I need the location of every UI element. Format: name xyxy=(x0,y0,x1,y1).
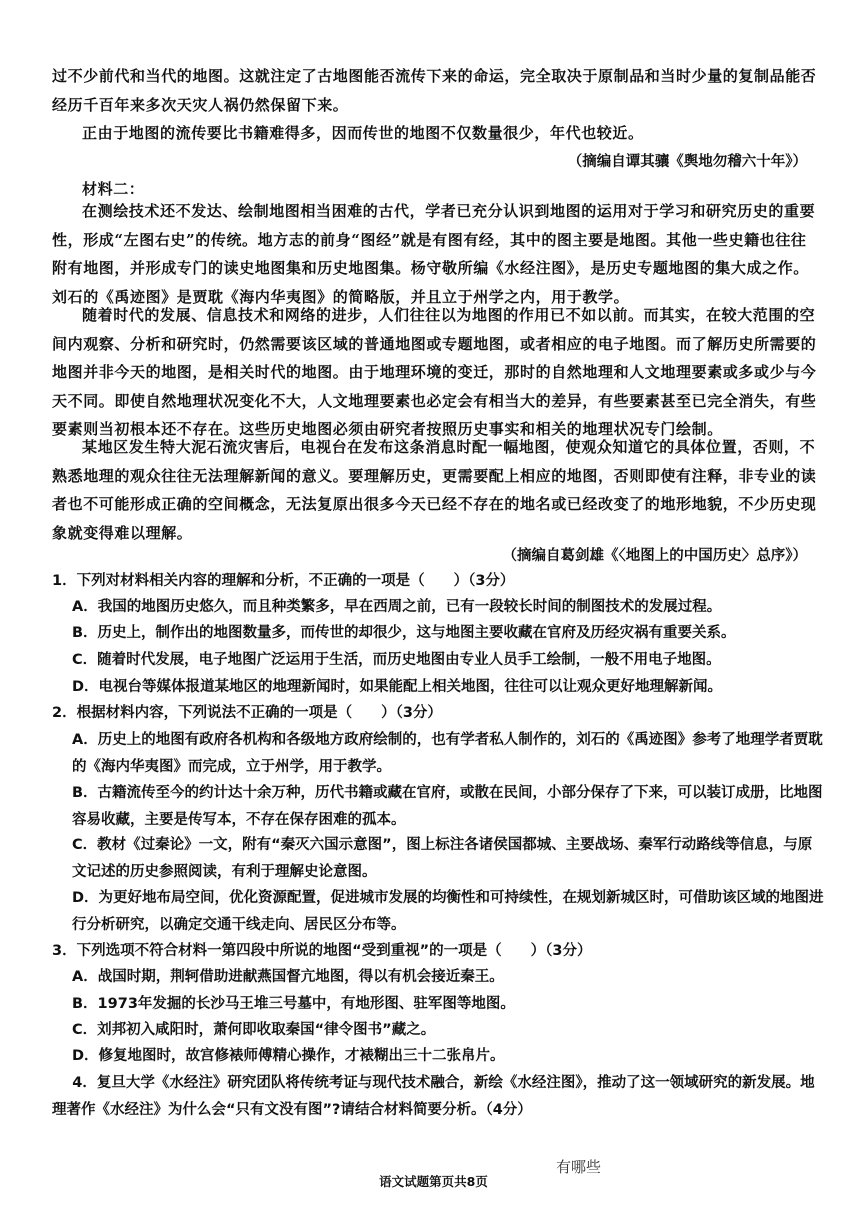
question-2-stem: 2．根据材料内容，下列说法不正确的一项是（ ）（3分） xyxy=(52,705,442,721)
question-2-option-c: C．教材《过秦论》一文，附有“秦灭六国示意图”，图上标注各诸侯国都城、主要战场、秦军行动路线等信息，与原文记述的历史参照阅读，有利于理解史论意图。 xyxy=(72,837,813,880)
material-2-title: 材料二： xyxy=(82,180,145,198)
passage-paragraph-3: 在测绘技术还不发达、绘制地图相当困难的古代，学者已充分认识到地图的运用对于学习和研究历史的重要性，形成“左图右史”的传统。地方志的前身“图经”就是有图有经，其中的图主要是地图。其他一些史籍也往往附有地图，并形成专门的读史地图集和历史地图集。杨守敬所编《水经注图》，是历史专题地图的集大成之作。刘石的《禹迹图》是贾耽《海内华夷图》的简略版，并且立于州学之内，用于教学。 xyxy=(52,202,816,306)
question-1-stem: 1．下列对材料相关内容的理解和分析，不正确的一项是（ ）（3分） xyxy=(52,573,515,589)
question-1-option-a: A．我国的地图历史悠久，而且种类繁多，早在西周之前，已有一段较长时间的制图技术的发展过程。 xyxy=(72,599,722,615)
question-2-option-d: D．为更好地布局空间，优化资源配置，促进城市发展的均衡性和可持续性，在规划新城区时，可借助该区域的地图进行分析研究，以确定交通干线走向、居民区分布等。 xyxy=(72,890,824,933)
source-citation-2: （摘编自葛剑雄《〈地图上的中国历史〉总序》） xyxy=(502,547,807,564)
page-footer: 语文试题第页共8页 xyxy=(379,1174,488,1189)
question-3-option-b: B．1973年发掘的长沙马王堆三号墓中，有地形图、驻军图等地图。 xyxy=(72,996,515,1012)
source-citation-1: （摘编自谭其骧《舆地勿稽六十年》） xyxy=(567,153,807,170)
question-3-option-a: A．战国时期，荆轲借助进献燕国督亢地图，得以有机会接近秦王。 xyxy=(72,969,504,985)
question-1-option-d: D．电视台等媒体报道某地区的地理新闻时，如果能配上相关地图，往往可以让观众更好地理解新闻。 xyxy=(72,679,723,695)
passage-paragraph-1: 过不少前代和当代的地图。这就注定了古地图能否流传下来的命运，完全取决于原制品和当时少量的复制品能否经历千百年来多次天灾人祸仍然保留下来。 xyxy=(52,67,817,114)
question-2-option-a: A．历史上的地图有政府各机构和各级地方政府绘制的，也有学者私人制作的，刘石的《禹迹图》参考了地理学者贾耽的《海内华夷图》而完成，立于州学，用于教学。 xyxy=(72,732,823,775)
question-2-option-b: B．古籍流传至今的约计达十余万种，历代书籍或藏在官府，或散在民间，小部分保存了下来，可以装订成册，比地图容易收藏，主要是传写本，不存在保存困难的孤本。 xyxy=(72,785,823,828)
question-3-option-d: D．修复地图时，故宫修裱师傅精心操作，才裱糊出三十二张帛片。 xyxy=(72,1048,505,1064)
question-1-option-c: C．随着时代发展，电子地图广泛运用于生活，而历史地图由专业人员手工绘制，一般不用电子地图。 xyxy=(72,652,721,668)
question-3-option-c: C．刘邦初入咸阳时，萧何即收取秦国“律令图书”藏之。 xyxy=(72,1022,436,1038)
question-3-stem: 3．下列选项不符合材料一第四段中所说的地图“受到重视”的一项是（ ）（3分） xyxy=(52,943,592,959)
passage-paragraph-4: 随着时代的发展、信息技术和网络的进步，人们往往以为地图的作用已不如以前。而其实，在较大范围的空间内观察、分析和研究时，仍然需要该区域的普通地图或专题地图，或者相应的电子地图。而了解历史所需要的地图并非今天的地图，是相关时代的地图。由于地理环境的变迁，那时的自然地理和人文地理要素或多或少与今天不同。即使自然地理状况变化不大，人文地理要素也必定会有相当大的差异，有些要素甚至已完全消失，有些要素则当初根本还不存在。这些历史地图必须由研究者按照历史事实和相关的地理状况专门绘制。 xyxy=(52,306,817,438)
passage-paragraph-2: 正由于地图的流传要比书籍难得多，因而传世的地图不仅数量很少，年代也较近。 xyxy=(82,124,644,142)
question-1-option-b: B．历史上，制作出的地图数量多，而传世的却很少，这与地图主要收藏在官府及历经灾祸有重要关系。 xyxy=(72,625,736,641)
handwritten-note: 有哪些 xyxy=(556,1158,602,1176)
question-4-stem: 4．复旦大学《水经注》研究团队将传统考证与现代技术融合，新绘《水经注图》，推动了这一领域研究的新发展。地理著作《水经注》为什么会“只有文没有图”?请结合材料简要分析。（4分） xyxy=(52,1075,815,1118)
passage-paragraph-5: 某地区发生特大泥石流灾害后，电视台在发布这条消息时配一幅地图，使观众知道它的具体位置，否则，不熟悉地理的观众往往无法理解新闻的意义。要理解历史，更需要配上相应的地图，否则即使有注释，非专业的读者也不可能形成正确的空间概念，无法复原出很多今天已经不存在的地名或已经改变了的地形地貌，不少历史现象就变得难以理解。 xyxy=(52,438,817,542)
